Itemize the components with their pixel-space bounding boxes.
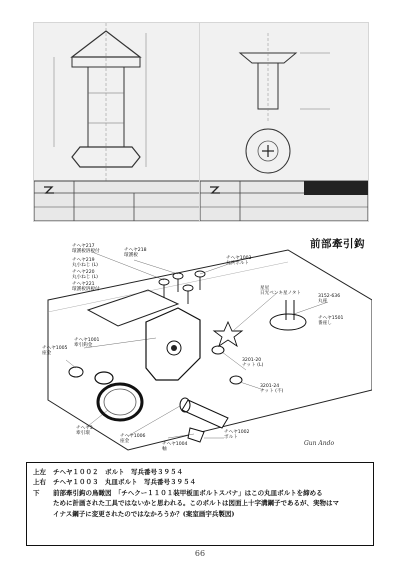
callout-label: チヘヤ1002 ボルト — [224, 430, 250, 441]
callout-label: チヘヤ1003 丸兵ボルト — [226, 256, 252, 267]
caption-text: チヘヤ１００２ ボルト 写兵番号３９５４ — [53, 468, 183, 476]
callout-label: チヘヤ3 牽引環 — [76, 426, 93, 437]
bolt-drawing — [34, 23, 202, 221]
caption-label: 下 — [33, 488, 40, 497]
countersunk-bolt-drawing — [200, 23, 368, 221]
caption-line — [33, 488, 367, 498]
countersunk-bolt-blueprint-photo — [199, 22, 369, 222]
caption-text: チヘヤ１００３ 丸皿ボルト 写兵番号３９５４ — [53, 478, 196, 487]
caption-line — [33, 477, 367, 487]
caption-label: 上右 — [33, 478, 46, 487]
callout-label: 3152-636 丸座 — [318, 294, 341, 305]
artist-signature: Gun Ando — [304, 440, 335, 447]
diagram-title: 前部牽引鈎 — [310, 238, 365, 250]
caption-line — [33, 509, 367, 519]
callout-label: チヘヤ1501 番座し — [318, 316, 344, 327]
callout-label: 星星 日光ペンキ星ノタト — [260, 286, 302, 297]
caption-box — [26, 462, 374, 546]
caption-line — [33, 467, 367, 477]
callout-label: チヘヤ1004 軸 — [162, 442, 188, 453]
caption-text: ために計画された工具ではないかと思われる。このボルトは図面上十字溝鋼子であるが、実物はマ — [53, 499, 339, 508]
caption-label: 上左 — [33, 468, 46, 476]
callout-label: 3201-24 ナット (不) — [260, 384, 284, 395]
caption-text: 前部牽引鈎の鳥瞰図 「チヘクー１１０１装甲板皿ボルトスパナ」はこの丸皿ボルトを締める — [53, 488, 323, 497]
callout-label: チヘヤ220 丸小ねじ (L) — [72, 270, 98, 281]
towing-hook-exploded-diagram — [28, 230, 372, 458]
page-number: 66 — [194, 549, 206, 558]
caption-line — [33, 498, 367, 508]
callout-label: チヘヤ217 環護板溶板付 — [72, 244, 100, 255]
bolt-blueprint-photo — [33, 22, 203, 222]
callout-label: チヘヤ1006 座金 — [120, 434, 146, 445]
caption-text: イナス鋼子に変更されたのではなかろうか？(案室画宇兵製図) — [53, 509, 235, 518]
callout-label: チヘヤ219 丸小ねじ (L) — [72, 258, 98, 269]
callout-label: 3201-20 ナット (L) — [242, 358, 264, 369]
callout-label: チヘヤ221 環護板溶板付 — [72, 282, 100, 293]
callout-label: チヘヤ218 環護板 — [124, 248, 147, 259]
callout-label: チヘヤ1001 牽引鈎金 — [74, 338, 100, 349]
callout-label: チヘヤ1005 座金 — [42, 346, 68, 357]
